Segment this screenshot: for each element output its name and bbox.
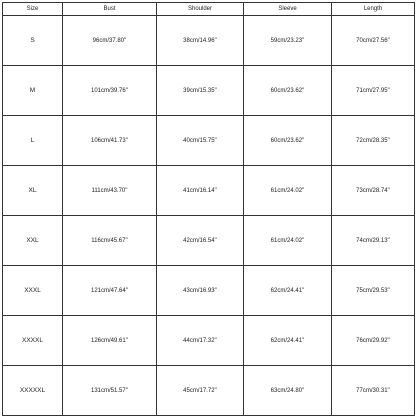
header-length: Length: [332, 3, 415, 16]
header-bust: Bust: [63, 3, 157, 16]
sleeve-cell: 60cm/23.62'': [244, 66, 332, 116]
size-cell: M: [3, 66, 63, 116]
bust-cell: 116cm/45.67'': [63, 216, 157, 266]
sleeve-cell: 63cm/24.80'': [244, 366, 332, 416]
shoulder-cell: 39cm/15.35'': [157, 66, 244, 116]
table-row: [3, 166, 415, 216]
bust-cell: 111cm/43.70'': [63, 166, 157, 216]
table-row: [3, 116, 415, 166]
length-cell: 71cm/27.95'': [332, 66, 415, 116]
shoulder-cell: 40cm/15.75'': [157, 116, 244, 166]
size-cell: S: [3, 16, 63, 66]
sleeve-cell: 61cm/24.02'': [244, 166, 332, 216]
sleeve-cell: 62cm/24.41'': [244, 316, 332, 366]
table-row: [3, 316, 415, 366]
sleeve-cell: 60cm/23.62'': [244, 116, 332, 166]
sleeve-cell: 62cm/24.41'': [244, 266, 332, 316]
size-cell: XXXXXL: [3, 366, 63, 416]
table-row: [3, 216, 415, 266]
length-cell: 74cm/29.13'': [332, 216, 415, 266]
size-cell: XXXXL: [3, 316, 63, 366]
table-row: [3, 266, 415, 316]
shoulder-cell: 41cm/16.14'': [157, 166, 244, 216]
length-cell: 73cm/28.74'': [332, 166, 415, 216]
bust-cell: 131cm/51.57'': [63, 366, 157, 416]
size-cell: XXXL: [3, 266, 63, 316]
shoulder-cell: 43cm/16.93'': [157, 266, 244, 316]
length-cell: 77cm/30.31'': [332, 366, 415, 416]
shoulder-cell: 45cm/17.72'': [157, 366, 244, 416]
bust-cell: 101cm/39.76'': [63, 66, 157, 116]
header-shoulder: Shoulder: [157, 3, 244, 16]
header-sleeve: Sleeve: [244, 3, 332, 16]
sleeve-cell: 59cm/23.23'': [244, 16, 332, 66]
header-row: [3, 3, 415, 16]
bust-cell: 121cm/47.64'': [63, 266, 157, 316]
table-row: [3, 16, 415, 66]
table-body: [3, 16, 415, 416]
shoulder-cell: 44cm/17.32'': [157, 316, 244, 366]
header-size: Size: [3, 3, 63, 16]
bust-cell: 106cm/41.73'': [63, 116, 157, 166]
table-row: [3, 366, 415, 416]
length-cell: 72cm/28.35'': [332, 116, 415, 166]
sleeve-cell: 61cm/24.02'': [244, 216, 332, 266]
size-cell: XXL: [3, 216, 63, 266]
size-cell: XL: [3, 166, 63, 216]
shoulder-cell: 38cm/14.96'': [157, 16, 244, 66]
length-cell: 70cm/27.56'': [332, 16, 415, 66]
table-header: [3, 3, 415, 16]
bust-cell: 126cm/49.61'': [63, 316, 157, 366]
size-chart-table: [2, 2, 415, 416]
bust-cell: 96cm/37.80'': [63, 16, 157, 66]
length-cell: 76cm/29.92'': [332, 316, 415, 366]
table-row: [3, 66, 415, 116]
size-cell: L: [3, 116, 63, 166]
length-cell: 75cm/29.53'': [332, 266, 415, 316]
shoulder-cell: 42cm/16.54'': [157, 216, 244, 266]
